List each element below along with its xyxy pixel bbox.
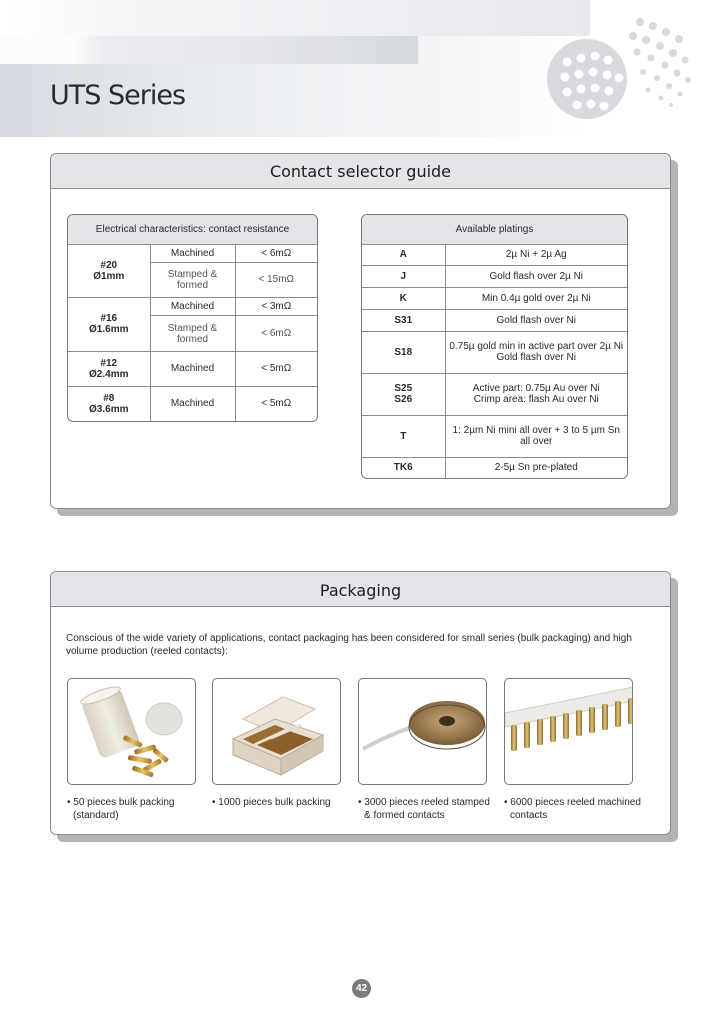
contact-type-line: Stamped & [167,322,218,334]
header-top-bar [0,0,590,36]
packaging-title: Packaging [51,572,670,607]
size-diameter: Ø1mm [93,270,125,282]
contact-type: Machined [150,386,235,421]
electrical-characteristics-table [67,214,318,422]
plating-code-line: S26 [394,394,413,406]
box-with-contacts-icon [212,678,341,785]
table-row [68,244,317,262]
contact-type: Machined [150,351,235,386]
contact-type-line: formed [176,333,209,345]
contact-type-line: Stamped & [167,268,218,280]
plating-code: TK6 [362,457,445,478]
plating-code: T [362,415,445,457]
reel-icon [358,678,487,785]
plating-description-line: all over [520,436,553,448]
plating-code-line: S25 [394,383,413,395]
table-row [68,298,317,316]
table-row [362,244,627,266]
caption-line: • 6000 pieces reeled machined [504,797,641,808]
plating-description [445,373,627,415]
plating-code: S31 [362,310,445,332]
caption-line: (standard) [73,810,119,821]
page-title: UTS Series [50,80,186,111]
table-row [362,373,627,415]
table-row [362,457,627,478]
contact-type [150,316,235,351]
packaging-intro: Conscious of the wide variety of applications, contact packaging has been considered for small series (bulk packaging) and high volume production (reeled contacts): [66,633,632,657]
resistance-value: < 6mΩ [235,316,317,351]
plating-description: 2-5µ Sn pre-plated [445,457,627,478]
table-row [68,386,317,421]
packaging-caption [212,796,352,809]
caption-line: • 50 pieces bulk packing [67,797,175,808]
plating-code: A [362,244,445,266]
plating-description: Gold flash over Ni [445,310,627,332]
table-row [362,266,627,288]
platings-heading: Available platings [362,215,627,244]
plating-description-line: Gold flash over Ni [496,352,576,364]
available-platings-table [361,214,628,479]
plating-code: S18 [362,331,445,373]
resistance-value: < 5mΩ [235,386,317,421]
plating-description: Min 0.4µ gold over 2µ Ni [445,288,627,310]
tube-with-contacts-icon [67,678,196,785]
plating-description-line: 0.75µ gold min in active part over 2µ Ni [449,341,624,353]
plating-description-line: Crimp area: flash Au over Ni [473,394,599,406]
contact-size-cell [68,244,150,298]
contact-size-cell [68,351,150,386]
contact-size-cell [68,298,150,352]
contact-type: Machined [150,244,235,262]
size-diameter: Ø1.6mm [89,324,129,336]
plating-description-line: 1: 2µm Ni mini all over + 3 to 5 µm Sn [452,425,620,437]
size-gauge: #16 [100,313,118,325]
resistance-value: < 5mΩ [235,351,317,386]
packaging-caption [358,796,498,822]
contact-type: Machined [150,298,235,316]
contact-type [150,262,235,297]
plating-description [445,415,627,457]
page-number: 42 [352,979,371,998]
size-diameter: Ø2.4mm [89,368,129,380]
plating-description-line: Active part: 0.75µ Au over Ni [472,383,600,395]
caption-line: • 1000 pieces bulk packing [212,797,331,808]
plating-code: K [362,288,445,310]
plating-description: Gold flash over 2µ Ni [445,266,627,288]
contact-type-line: formed [176,279,209,291]
dotted-circle-logo-icon [545,12,720,137]
size-diameter: Ø3.6mm [89,403,129,415]
table-row [362,288,627,310]
plating-code [362,373,445,415]
table-row [362,331,627,373]
contact-size-cell [68,386,150,421]
size-gauge: #12 [100,357,118,369]
packaging-caption [67,796,207,822]
size-gauge: #20 [100,259,118,271]
size-gauge: #8 [103,392,115,404]
plating-code: J [362,266,445,288]
resistance-value: < 15mΩ [235,262,317,297]
plating-description: 2µ Ni + 2µ Ag [445,244,627,266]
caption-line: & formed contacts [364,810,445,821]
table-row [362,310,627,332]
resistance-value: < 3mΩ [235,298,317,316]
contact-strip-icon [504,678,633,785]
caption-line: contacts [510,810,548,821]
caption-line: • 3000 pieces reeled stamped [358,797,490,808]
packaging-caption [504,796,644,822]
contact-selector-title: Contact selector guide [51,154,670,189]
plating-description [445,331,627,373]
header-stripe [0,36,418,64]
table-row [362,415,627,457]
resistance-value: < 6mΩ [235,244,317,262]
electrical-heading: Electrical characteristics: contact resistance [68,215,317,244]
table-row [68,351,317,386]
